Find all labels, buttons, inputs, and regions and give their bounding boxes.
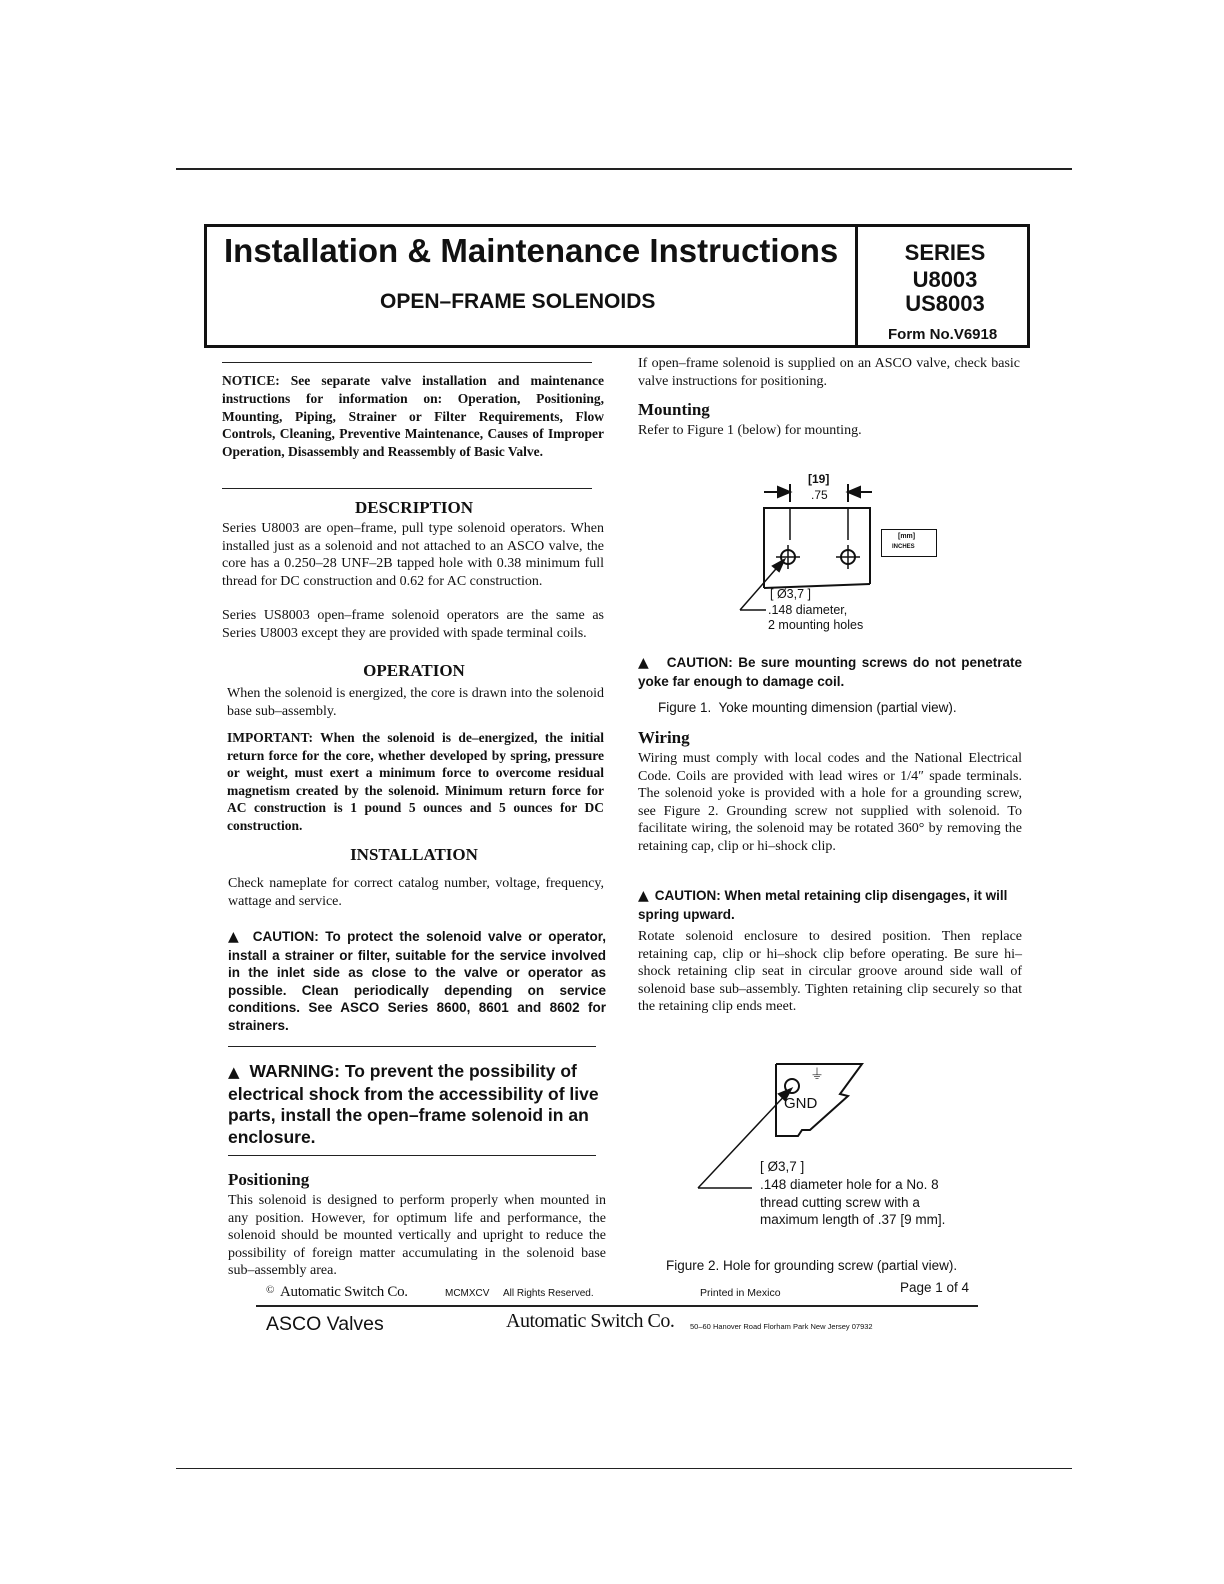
mounting-caution: [638, 654, 1022, 690]
figure-2-note-line-3: maximum length of .37 [9 mm].: [760, 1212, 946, 1227]
figure-1-hole-mm: [ Ø3,7 ]: [770, 587, 811, 601]
notice-bottom-rule: [222, 488, 592, 489]
wiring-heading: Wiring: [638, 728, 690, 747]
document-subtitle: OPEN–FRAME SOLENOIDS: [380, 290, 656, 313]
footer-brand: ASCO Valves: [266, 1313, 384, 1335]
unit-legend-inches: INCHES: [892, 544, 915, 550]
footer-company-name-2: Automatic Switch Co.: [506, 1310, 675, 1332]
form-number: Form No.V6918: [888, 326, 998, 343]
description-paragraph-1: Series U8003 are open–frame, pull type solenoid operators. When installed just as a solenoid and not attached to an ASCO valve, the core has a 0.250–28 UNF–2B tapped hole with 0.38 minimum full thread for DC construction and 0.62 for AC construction.: [222, 521, 604, 589]
figure-1-dimension-in: .75: [811, 488, 828, 502]
installation-heading: INSTALLATION: [350, 845, 478, 864]
series-number-1: U8003: [912, 267, 978, 292]
footer-printed: Printed in Mexico: [700, 1287, 781, 1299]
warning-icon: ▲: [228, 1063, 240, 1081]
important-paragraph: IMPORTANT: When the solenoid is de–energized, the initial return force for the core, whether developed by spring, pressure or weight, must exert a minimum force to overcome residual magnetism created by the solenoid. Minimum return force for AC construction is 1 pound 5 ounces and 5 ounces for DC construction.: [227, 730, 604, 833]
description-heading: DESCRIPTION: [354, 498, 474, 517]
footer-rights: All Rights Reserved.: [503, 1288, 594, 1299]
top-page-rule: [176, 168, 1072, 170]
clip-caution: [638, 887, 1022, 923]
installation-paragraph: Check nameplate for correct catalog number, voltage, frequency, wattage and service.: [228, 876, 604, 909]
installation-caution: [228, 928, 606, 1034]
figure-1-unit-legend: [881, 529, 937, 557]
operation-heading: OPERATION: [363, 661, 465, 680]
figure-2-ground-drawing: [690, 1056, 880, 1196]
right-intro: If open–frame solenoid is supplied on an ASCO valve, check basic valve instructions for positioning.: [638, 356, 1020, 389]
footer-year: MCMXCV: [445, 1288, 490, 1299]
figure-1-hole-diameter: .148 diameter,: [768, 603, 848, 617]
clip-caution-icon: ▲: [638, 888, 649, 904]
caution-warning-icon: ▲: [228, 929, 239, 945]
unit-legend-mm: [mm]: [898, 533, 916, 540]
operation-paragraph: When the solenoid is energized, the core is drawn into the solenoid base sub–assembly.: [227, 686, 604, 719]
ground-symbol-icon: ⏚: [810, 1066, 824, 1082]
series-label: SERIES: [904, 240, 986, 265]
figure-2-note-line-1: .148 diameter hole for a No. 8: [760, 1177, 939, 1192]
footer-rule: [256, 1305, 978, 1307]
mounting-heading: Mounting: [638, 400, 710, 419]
series-number-2: US8003: [905, 291, 985, 316]
clip-caution-text: CAUTION: When metal retaining clip disengages, it will spring upward.: [638, 888, 1008, 922]
footer-address: 50–60 Hanover Road Florham Park New Jersey 07932: [690, 1322, 873, 1331]
figure-2-note-line-2: thread cutting screw with a: [760, 1195, 920, 1210]
notice-top-rule: [222, 362, 592, 363]
mounting-caution-text: CAUTION: Be sure mounting screws do not penetrate yoke far enough to damage coil.: [638, 655, 1022, 689]
mounting-caution-icon: ▲: [638, 655, 649, 671]
positioning-paragraph: This solenoid is designed to perform properly when mounted in any position. However, for optimum life and performance, the solenoid should be mounted vertically and upright to reduce the possibility of foreign matter accumulating in the solenoid base sub–assembly area.: [228, 1193, 606, 1279]
document-title: Installation & Maintenance Instructions: [224, 232, 839, 269]
figure-1-caption: Figure 1. Yoke mounting dimension (partial view).: [658, 700, 957, 715]
installation-caution-text: CAUTION: To protect the solenoid valve or operator, install a strainer or filter, suitable for the service involved in the inlet side as close to the valve or operator as possible. Clean periodically depending on service conditions. See ASCO Series 8600, 8601 and 8602 for strainers.: [228, 929, 606, 1033]
mounting-paragraph: Refer to Figure 1 (below) for mounting.: [638, 423, 862, 438]
warning-top-rule: [228, 1046, 596, 1047]
description-paragraph-2: Series US8003 open–frame solenoid operators are the same as Series U8003 except they are provided with spade terminal coils.: [222, 608, 604, 641]
page-number: Page 1 of 4: [900, 1280, 970, 1295]
electrical-warning: [228, 1061, 608, 1148]
header-divider: [855, 224, 858, 348]
copyright-symbol: ©: [266, 1284, 275, 1296]
wiring-paragraph-1: Wiring must comply with local codes and the National Electrical Code. Coils are provided with lead wires or 1/4″ spade terminals. The solenoid yoke is provided with a hole for a grounding screw, see Figure 2. Grounding screw not supplied with solenoid. To facilitate wiring, the solenoid may be rotated 360° by removing the retaining cap, clip or hi–shock clip.: [638, 751, 1022, 854]
figure-2-hole-mm: [ Ø3,7 ]: [760, 1159, 805, 1174]
bottom-page-rule: [176, 1468, 1072, 1469]
electrical-warning-text: WARNING: To prevent the possibility of electrical shock from the accessibility of live parts, install the open–frame solenoid in an enclosure.: [228, 1061, 599, 1147]
figure-1-dimension-mm: [19]: [808, 472, 830, 486]
figure-2-gnd-label: GND: [784, 1095, 818, 1112]
warning-bottom-rule: [228, 1155, 596, 1156]
figure-1-hole-count: 2 mounting holes: [768, 618, 864, 632]
figure-2-caption: Figure 2. Hole for grounding screw (partial view).: [666, 1258, 958, 1273]
wiring-paragraph-2: Rotate solenoid enclosure to desired position. Then replace retaining cap, clip or hi–shock clip before operating. Be sure hi–shock retaining clip seat in circular groove around side wall of solenoid base sub–assembly. Tighten retaining clip securely so that the retaining clip ends meet.: [638, 929, 1022, 1015]
notice-text: NOTICE: See separate valve installation and maintenance instructions for information on: Operation, Positioning, Mounting, Piping, Strainer or Filter Requirements, Flow Controls, Cleaning, Preventive Maintenance, Causes of Improper Operation, Disassembly and Reassembly of Basic Valve.: [222, 373, 604, 460]
footer-company-name: Automatic Switch Co.: [280, 1284, 408, 1300]
positioning-heading: Positioning: [228, 1170, 310, 1189]
